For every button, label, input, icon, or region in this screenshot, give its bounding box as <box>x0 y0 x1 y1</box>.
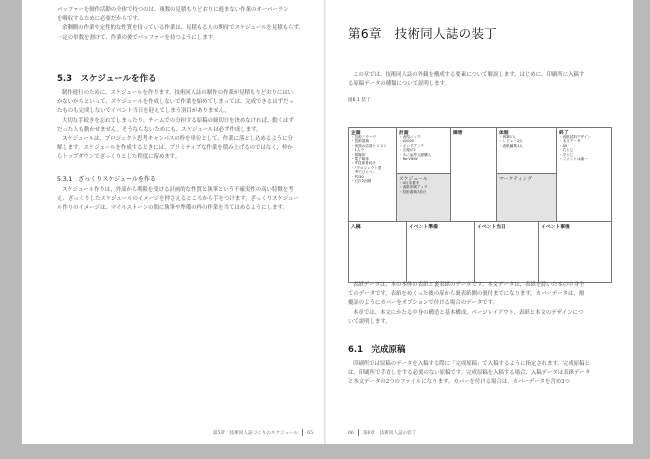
figure-caption: 図6.1 装丁 <box>348 98 371 103</box>
cell-item: ・レビュー2人 <box>499 139 523 144</box>
cell-title: 入稿 <box>351 225 361 230</box>
text-line: と本文データの2つのファイルになります。カバーを付ける場合は、カバーデータを含め3つ <box>348 379 570 386</box>
cell-item: ・IT技術者向け <box>351 161 376 166</box>
cell-item: ・ネに参考文献購入 <box>399 152 432 157</box>
cell-title: 終了 <box>559 131 569 136</box>
cell-item: ・家族の応援とコスト <box>351 143 387 148</box>
right-page <box>326 0 633 444</box>
cell-item: ・フォントは満一 <box>559 157 588 162</box>
cell-item: ・「プロジェクト思 <box>351 165 382 170</box>
cell-title: 障害 <box>453 131 463 136</box>
text-line: この章では、技術同人誌の外観を構成する要素について解説します。はじめに、印刷所に入稿す <box>353 72 585 78</box>
text-line: 印刷所では原稿のデータを入稿する際に「完成原稿」で入稿するように指定されます。完成原稿と <box>353 361 590 367</box>
cell-items <box>559 135 591 161</box>
footer-chapter: 第6章 技術同人誌の装丁 <box>362 431 417 436</box>
text-line: 大切な手続きを忘れてしまったり、チームでの分担する原稿の締切日を決めなければ、動くはず <box>62 117 294 124</box>
canvas-cell-plan <box>349 128 397 222</box>
cell-item: ・電子媒体 <box>351 157 369 162</box>
canvas-cell-schedule <box>397 174 451 222</box>
cell-item: ・日次2回刷 <box>351 179 372 184</box>
cell-item: ・4月末着手 <box>399 181 420 185</box>
section-5-3-heading: 5.3 スケジュールを作る <box>57 74 157 84</box>
cell-item: ・技術ノウハウ <box>351 135 377 139</box>
cell-title: イベント準備 <box>409 225 438 230</box>
canvas-cell-event-prep <box>407 222 475 282</box>
footer-divider <box>302 429 303 436</box>
text-line: てのデータです。表紙をめくった後の扉から裏表紙側の裏付までになります。カバーデータは、撥 <box>348 291 585 298</box>
cell-item: ・1人で <box>351 148 365 153</box>
left-footer <box>213 429 313 436</box>
text-line: だった人も動かせません。そうならないためにも、スケジュールは必ず作成します。 <box>57 126 262 133</box>
section-6-1-body <box>348 360 610 388</box>
cell-item: ・平とじ <box>559 152 574 157</box>
text-line: スケジュール作りは、外部から期限を受ける計画的な性質と執筆という不確実性の高い特徴を考 <box>62 187 294 193</box>
cell-title: 計画 <box>399 131 409 136</box>
text-line: 表紙データは、本の本体の表紙と裏表紙のデータです。本文データは、表紙を除いた本の中身全 <box>353 282 585 288</box>
cell-item: ・¥2000 <box>399 139 415 144</box>
text-line: ル作りのイメージは、マイルストーンの間に執筆や準備の枠の作業を当てはめるようにします。 <box>57 205 288 212</box>
chapter-intro <box>348 71 610 89</box>
canvas-cell-submission <box>349 222 407 282</box>
cell-item: ・技術書典 <box>351 139 369 144</box>
canvas-cell-event-day <box>475 222 539 282</box>
cell-item: ・執筆1人 <box>499 135 516 139</box>
cell-title: 体制 <box>499 131 509 136</box>
cell-item: ・A5 <box>559 143 568 148</box>
canvas-cell-planning <box>397 128 451 174</box>
text-line: る原稿データの種類について説明します。 <box>348 81 450 88</box>
text-line: 覆証のようにカバーをオプションで付ける場合のデータです。 <box>348 300 499 307</box>
after-figure-text <box>348 281 610 327</box>
section-5-3-1-body <box>57 186 312 214</box>
canvas-cell-marketing <box>497 174 557 222</box>
page-number: 65 <box>307 431 313 436</box>
cell-items <box>399 181 428 194</box>
cell-item: ・ボンデアンテ <box>399 143 425 148</box>
left-page <box>22 0 325 444</box>
text-line: たものも完成しないでイベント当日を迎えてしまう羽目がありません。 <box>57 108 230 115</box>
cell-item: ・紙媒体 <box>351 152 366 157</box>
text-line: 余剰側の作業や定性的な性質を持っている作業は、見積もる人の期待でスケジュールを見積もらず、 <box>62 25 304 32</box>
section-5-3-1-heading: 5.3.1 ざっくりスケジュールを作る <box>57 176 156 183</box>
footer-divider <box>358 429 359 436</box>
cell-item: 考でひとつ」 <box>351 170 377 175</box>
section-6-1-heading: 6.1 完成原稿 <box>348 345 406 355</box>
cell-title: イベント当日 <box>477 225 506 230</box>
cell-item: ・表紙試料デザイン <box>559 135 592 139</box>
text-line: らトップダウンでざっくりとした程度に留めます。 <box>57 154 181 161</box>
text-line: 本章では、本文にかたる中身の構造と基本構成、ページレイアウト、表紙と本文のデザインにつ <box>353 309 584 316</box>
text-line: は、印刷所で手直しをする必要のない原稿です。完成原稿を入稿する場合、入稿データは表紙データ <box>348 370 591 377</box>
cell-title: 企画 <box>351 131 361 136</box>
canvas-cell-team <box>497 128 557 174</box>
cell-title: スケジュール <box>399 177 428 182</box>
project-canvas-figure <box>348 127 612 283</box>
text-line: 制作進行のために、スケジュールを作ります。技術同人誌の制作の作業が見積もりどおりにはい <box>62 90 294 96</box>
page-number: 66 <box>348 431 354 436</box>
text-line: いて説明します。 <box>348 318 391 325</box>
footer-chapter: 第5章 技術同人誌づくりのスケジュール <box>212 431 299 436</box>
cell-item: ・広報が2 <box>399 148 416 153</box>
text-line: スケジュールは、プロジェクト思考キャンバスの枠を単位として、作業に落とし込めるように分 <box>62 136 293 143</box>
cell-items <box>351 135 387 183</box>
chapter-title: 第6章 技術同人誌の装丁 <box>348 26 498 41</box>
cell-item: ・本文データ <box>559 139 581 144</box>
cell-title: イベント事後 <box>541 225 570 230</box>
cell-item: ・右とじ <box>559 148 574 153</box>
cell-items <box>499 135 523 148</box>
text-line: 一定の単数を割けて、作業の後でバッファーを持つようにします。 <box>57 34 219 41</box>
text-line: バッファーを制作活動の全体で持つのは、複数の見積もりどおりに進まない作業のオーバーラン <box>57 7 289 13</box>
cell-item: ・P230 <box>351 174 364 179</box>
section-5-3-body <box>57 89 312 163</box>
cell-item: ・表現パック <box>399 135 421 139</box>
text-line: 解します。スケジュールを作成するときには、ブリミティブな作業を積み上げるのではなく、枠か <box>57 145 293 152</box>
intro-text <box>57 6 312 43</box>
canvas-cell-risk <box>451 128 497 222</box>
cell-item: ・Re:VIEW <box>399 157 418 162</box>
cell-item: ・技術書典7前日 <box>399 189 427 194</box>
right-footer <box>348 429 416 436</box>
cell-item: ・表紙印刷アップ <box>399 185 428 190</box>
canvas-cell-finish <box>557 128 611 222</box>
canvas-cell-event-after <box>539 222 611 282</box>
cell-title: マーケティング <box>499 177 533 182</box>
text-line: え、ざっくりしたスケジュールのイメージを押さえるところから手をつけます。ざっくりスケジュー <box>57 196 299 203</box>
text-line: かないからといって、スケジュールを作成しないで作業を始めてしまっては、完成できるはずだっ <box>57 99 294 106</box>
cell-item: ・表紙編集1人 <box>499 143 523 148</box>
cell-items <box>399 135 431 161</box>
text-line: を吸収するために必要だからです。 <box>57 16 143 23</box>
